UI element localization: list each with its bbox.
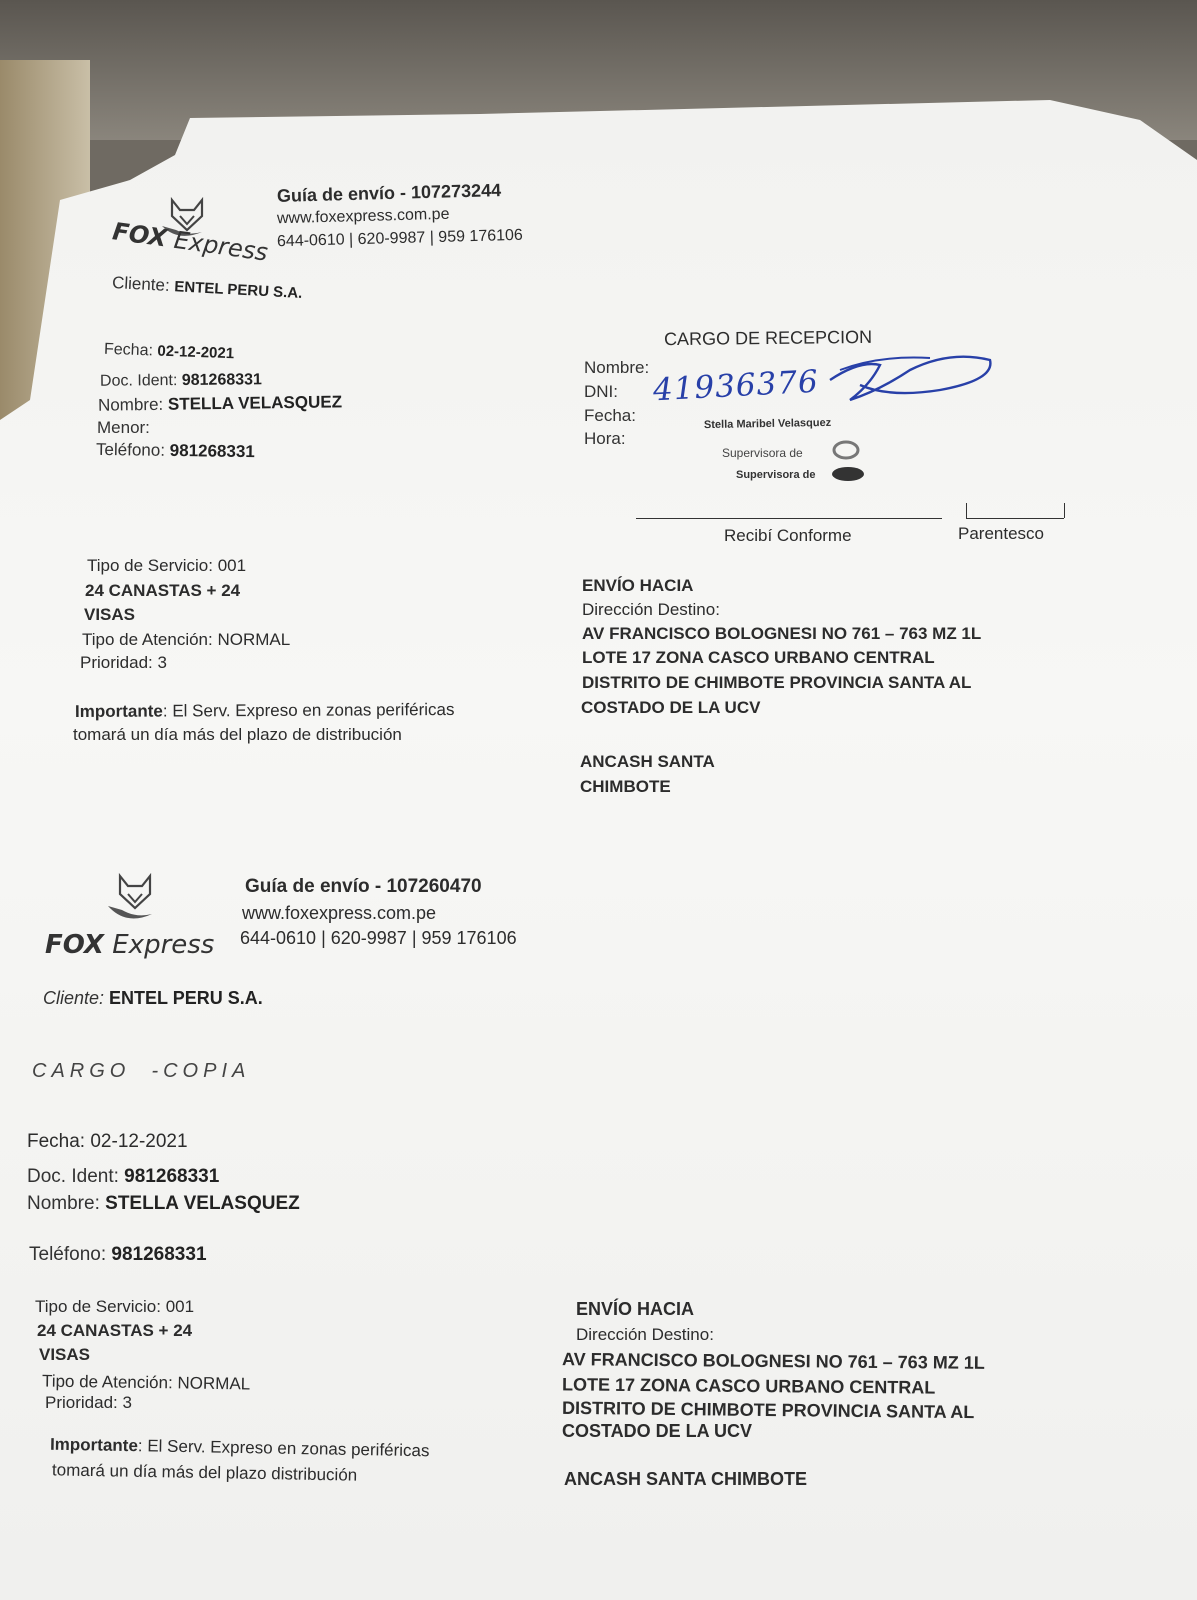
destination-label: Dirección Destino:	[576, 1325, 714, 1344]
client-value: ENTEL PERU S.A.	[173, 278, 303, 302]
name-line	[27, 1193, 300, 1215]
address-line-4: COSTADO DE LA UCV	[581, 698, 761, 717]
doc-ident-line	[100, 371, 262, 390]
region-line: ANCASH SANTA CHIMBOTE	[564, 1469, 807, 1489]
minor-label: Menor:	[97, 418, 150, 437]
client-line	[43, 988, 263, 1009]
phone-label: Teléfono:	[95, 439, 166, 460]
doc-ident-value: 981268331	[181, 371, 262, 389]
service-type-label: Tipo de Servicio:	[87, 556, 213, 575]
priority: Prioridad: 3	[45, 1393, 132, 1412]
date-value: 02-12-2021	[157, 342, 235, 363]
phone-value: 981268331	[111, 1244, 207, 1265]
reception-time-label: Hora:	[584, 429, 626, 448]
package-line-1: 24 CANASTAS + 24	[85, 581, 241, 600]
phone-numbers: 644-0610 | 620-9987 | 959 176106	[276, 226, 524, 251]
logo-fox-text: FOX	[110, 217, 169, 253]
important-note	[75, 700, 455, 722]
region-line-1: ANCASH SANTA	[580, 752, 715, 771]
important-note-line-2: tomará un día más del plazo distribución	[51, 1460, 358, 1485]
address-line-3: DISTRITO DE CHIMBOTE PROVINCIA SANTA AL	[561, 1397, 975, 1423]
cargo-copy-label: CARGO -COPIA	[32, 1060, 251, 1082]
logo-express-text: Express	[172, 225, 270, 267]
address-line-2: LOTE 17 ZONA CASCO URBANO CENTRAL	[561, 1374, 936, 1398]
doc-ident-line	[27, 1166, 219, 1188]
name-value: STELLA VELASQUEZ	[105, 1193, 300, 1214]
website: www.foxexpress.com.pe	[242, 903, 437, 923]
logo-express-text: Express	[112, 930, 215, 960]
name-line	[98, 392, 342, 415]
address-line-4: COSTADO DE LA UCV	[562, 1421, 753, 1441]
logo-fox-text: FOX	[45, 930, 104, 960]
doc-ident-value: 981268331	[124, 1166, 220, 1187]
client-label: Cliente:	[111, 273, 171, 296]
attention-type-line	[82, 630, 290, 650]
dni-handwritten: 41936376	[652, 363, 820, 409]
package-line-1: 24 CANASTAS + 24	[37, 1321, 193, 1340]
phone-numbers: 644-0610 | 620-9987 | 959 176106	[240, 928, 517, 948]
fox-express-logo	[45, 930, 214, 960]
address-line-1: AV FRANCISCO BOLOGNESI NO 761 – 763 MZ 1L	[561, 1349, 985, 1373]
received-label: Recibí Conforme	[724, 526, 852, 545]
important-label: Importante	[49, 1434, 139, 1456]
ship-to-title: ENVÍO HACIA	[576, 1299, 695, 1319]
ship-to-title: ENVÍO HACIA	[582, 576, 694, 595]
stamp-role-2: Supervisora de	[736, 469, 816, 481]
relationship-label: Parentesco	[958, 524, 1044, 543]
signature-icon	[820, 340, 1000, 420]
phone-value: 981268331	[169, 440, 255, 462]
phone-line	[96, 440, 255, 462]
reception-title: CARGO DE RECEPCION	[663, 326, 873, 350]
important-label: Importante	[74, 701, 163, 721]
name-value: STELLA VELASQUEZ	[167, 392, 343, 414]
important-text: : El Serv. Expreso en zonas periféricas	[137, 1436, 430, 1461]
client-label: Cliente:	[43, 988, 105, 1008]
region-line-2: CHIMBOTE	[580, 777, 671, 796]
fox-logo-icon	[104, 872, 164, 928]
phone-label: Teléfono:	[29, 1244, 107, 1265]
package-line-2: VISAS	[84, 605, 136, 624]
relationship-line	[966, 518, 1064, 519]
important-note-line-2: tomará un día más del plazo de distribución	[73, 725, 402, 744]
important-text: : El Serv. Expreso en zonas periféricas	[162, 700, 455, 721]
service-type-value: 001	[217, 556, 247, 575]
doc-ident-label: Doc. Ident:	[99, 372, 178, 390]
doc-ident-label: Doc. Ident:	[27, 1166, 119, 1187]
address-line-2: LOTE 17 ZONA CASCO URBANO CENTRAL	[582, 648, 935, 667]
guide-number: Guía de envío - 107260470	[245, 876, 482, 897]
name-label: Nombre:	[27, 1193, 100, 1214]
client-value: ENTEL PERU S.A.	[109, 988, 263, 1008]
date-line: Fecha: 02-12-2021	[27, 1131, 188, 1152]
service-type-line	[87, 556, 246, 576]
reception-name-label: Nombre:	[584, 358, 650, 377]
phone-line	[29, 1244, 207, 1266]
attention-type-line: Tipo de Atención: NORMAL	[41, 1371, 251, 1394]
attention-type-value: NORMAL	[217, 630, 291, 649]
stamp-role: Supervisora de	[722, 446, 803, 460]
destination-label: Dirección Destino:	[582, 600, 720, 619]
guide-number: Guía de envío - 107273244	[276, 180, 502, 206]
priority: Prioridad: 3	[80, 653, 167, 672]
relationship-tick-left	[966, 503, 967, 518]
relationship-tick-right	[1064, 503, 1065, 518]
address-line-3: DISTRITO DE CHIMBOTE PROVINCIA SANTA AL	[582, 673, 972, 692]
signature-line	[636, 518, 942, 519]
package-line-2: VISAS	[39, 1345, 91, 1364]
service-type-line: Tipo de Servicio: 001	[35, 1297, 195, 1316]
name-label: Nombre:	[97, 394, 164, 415]
website: www.foxexpress.com.pe	[276, 205, 450, 228]
reception-dni-label: DNI:	[584, 382, 618, 401]
reception-date-label: Fecha:	[584, 406, 636, 425]
stamp-name: Stella Maribel Velasquez	[703, 416, 832, 432]
date-label: Fecha:	[103, 340, 154, 360]
attention-type-label: Tipo de Atención:	[82, 630, 213, 649]
address-line-1: AV FRANCISCO BOLOGNESI NO 761 – 763 MZ 1L	[582, 624, 982, 643]
entel-stamp-logo-icon	[830, 438, 878, 484]
